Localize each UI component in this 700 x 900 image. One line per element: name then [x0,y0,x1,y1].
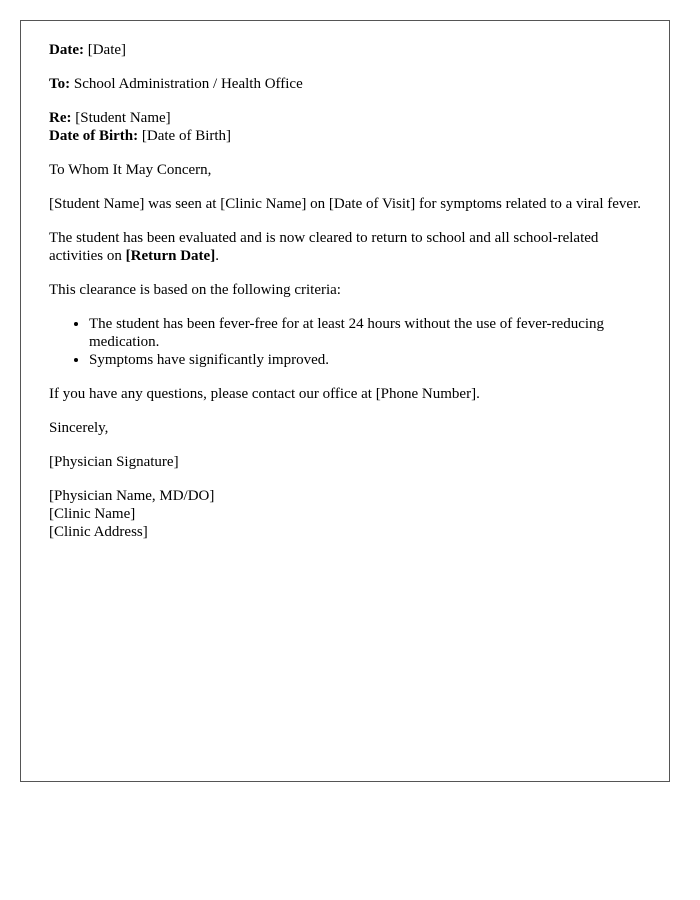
clearance-end: . [215,248,219,264]
date-line [49,41,649,59]
physician-name: [Physician Name, MD/DO] [49,488,215,504]
list-item: • The student has been fever-free for at least 24 hours without the use of fever-reducing medication. [89,315,649,351]
list-item: • Symptoms have significantly improved. [89,351,649,369]
re-label: Re: [49,110,72,126]
to-label: To: [49,76,71,92]
sign-off: Sincerely, [49,420,109,436]
criteria-intro: This clearance is based on the following criteria: [49,282,341,298]
to-value: School Administration / Health Office [73,76,303,92]
date-label: Date: [49,42,84,58]
clearance-paragraph [49,229,649,265]
to-line [49,75,649,93]
letter-document [20,20,670,782]
return-date: [Return Date] [125,248,216,264]
dob-label: Date of Birth: [49,128,139,144]
contact-paragraph: If you have any questions, please contact our office at [Phone Number]. [49,386,480,402]
physician-signature: [Physician Signature] [49,454,179,470]
clearance-text: The student has been evaluated and is now cleared to return to school and all school-related activities on [49,230,599,264]
re-value: [Student Name] [75,110,171,126]
visit-paragraph: [Student Name] was seen at [Clinic Name] on [Date of Visit] for symptoms related to a viral fever. [49,196,641,212]
signature-block [49,487,649,541]
clinic-name: [Clinic Name] [49,506,136,522]
salutation: To Whom It May Concern, [49,162,212,178]
re-line [49,109,649,127]
criteria-list [49,315,649,369]
dob-line [49,127,649,145]
dob-value: [Date of Birth] [141,128,232,144]
clinic-address: [Clinic Address] [49,524,148,540]
date-value: [Date] [87,42,127,58]
